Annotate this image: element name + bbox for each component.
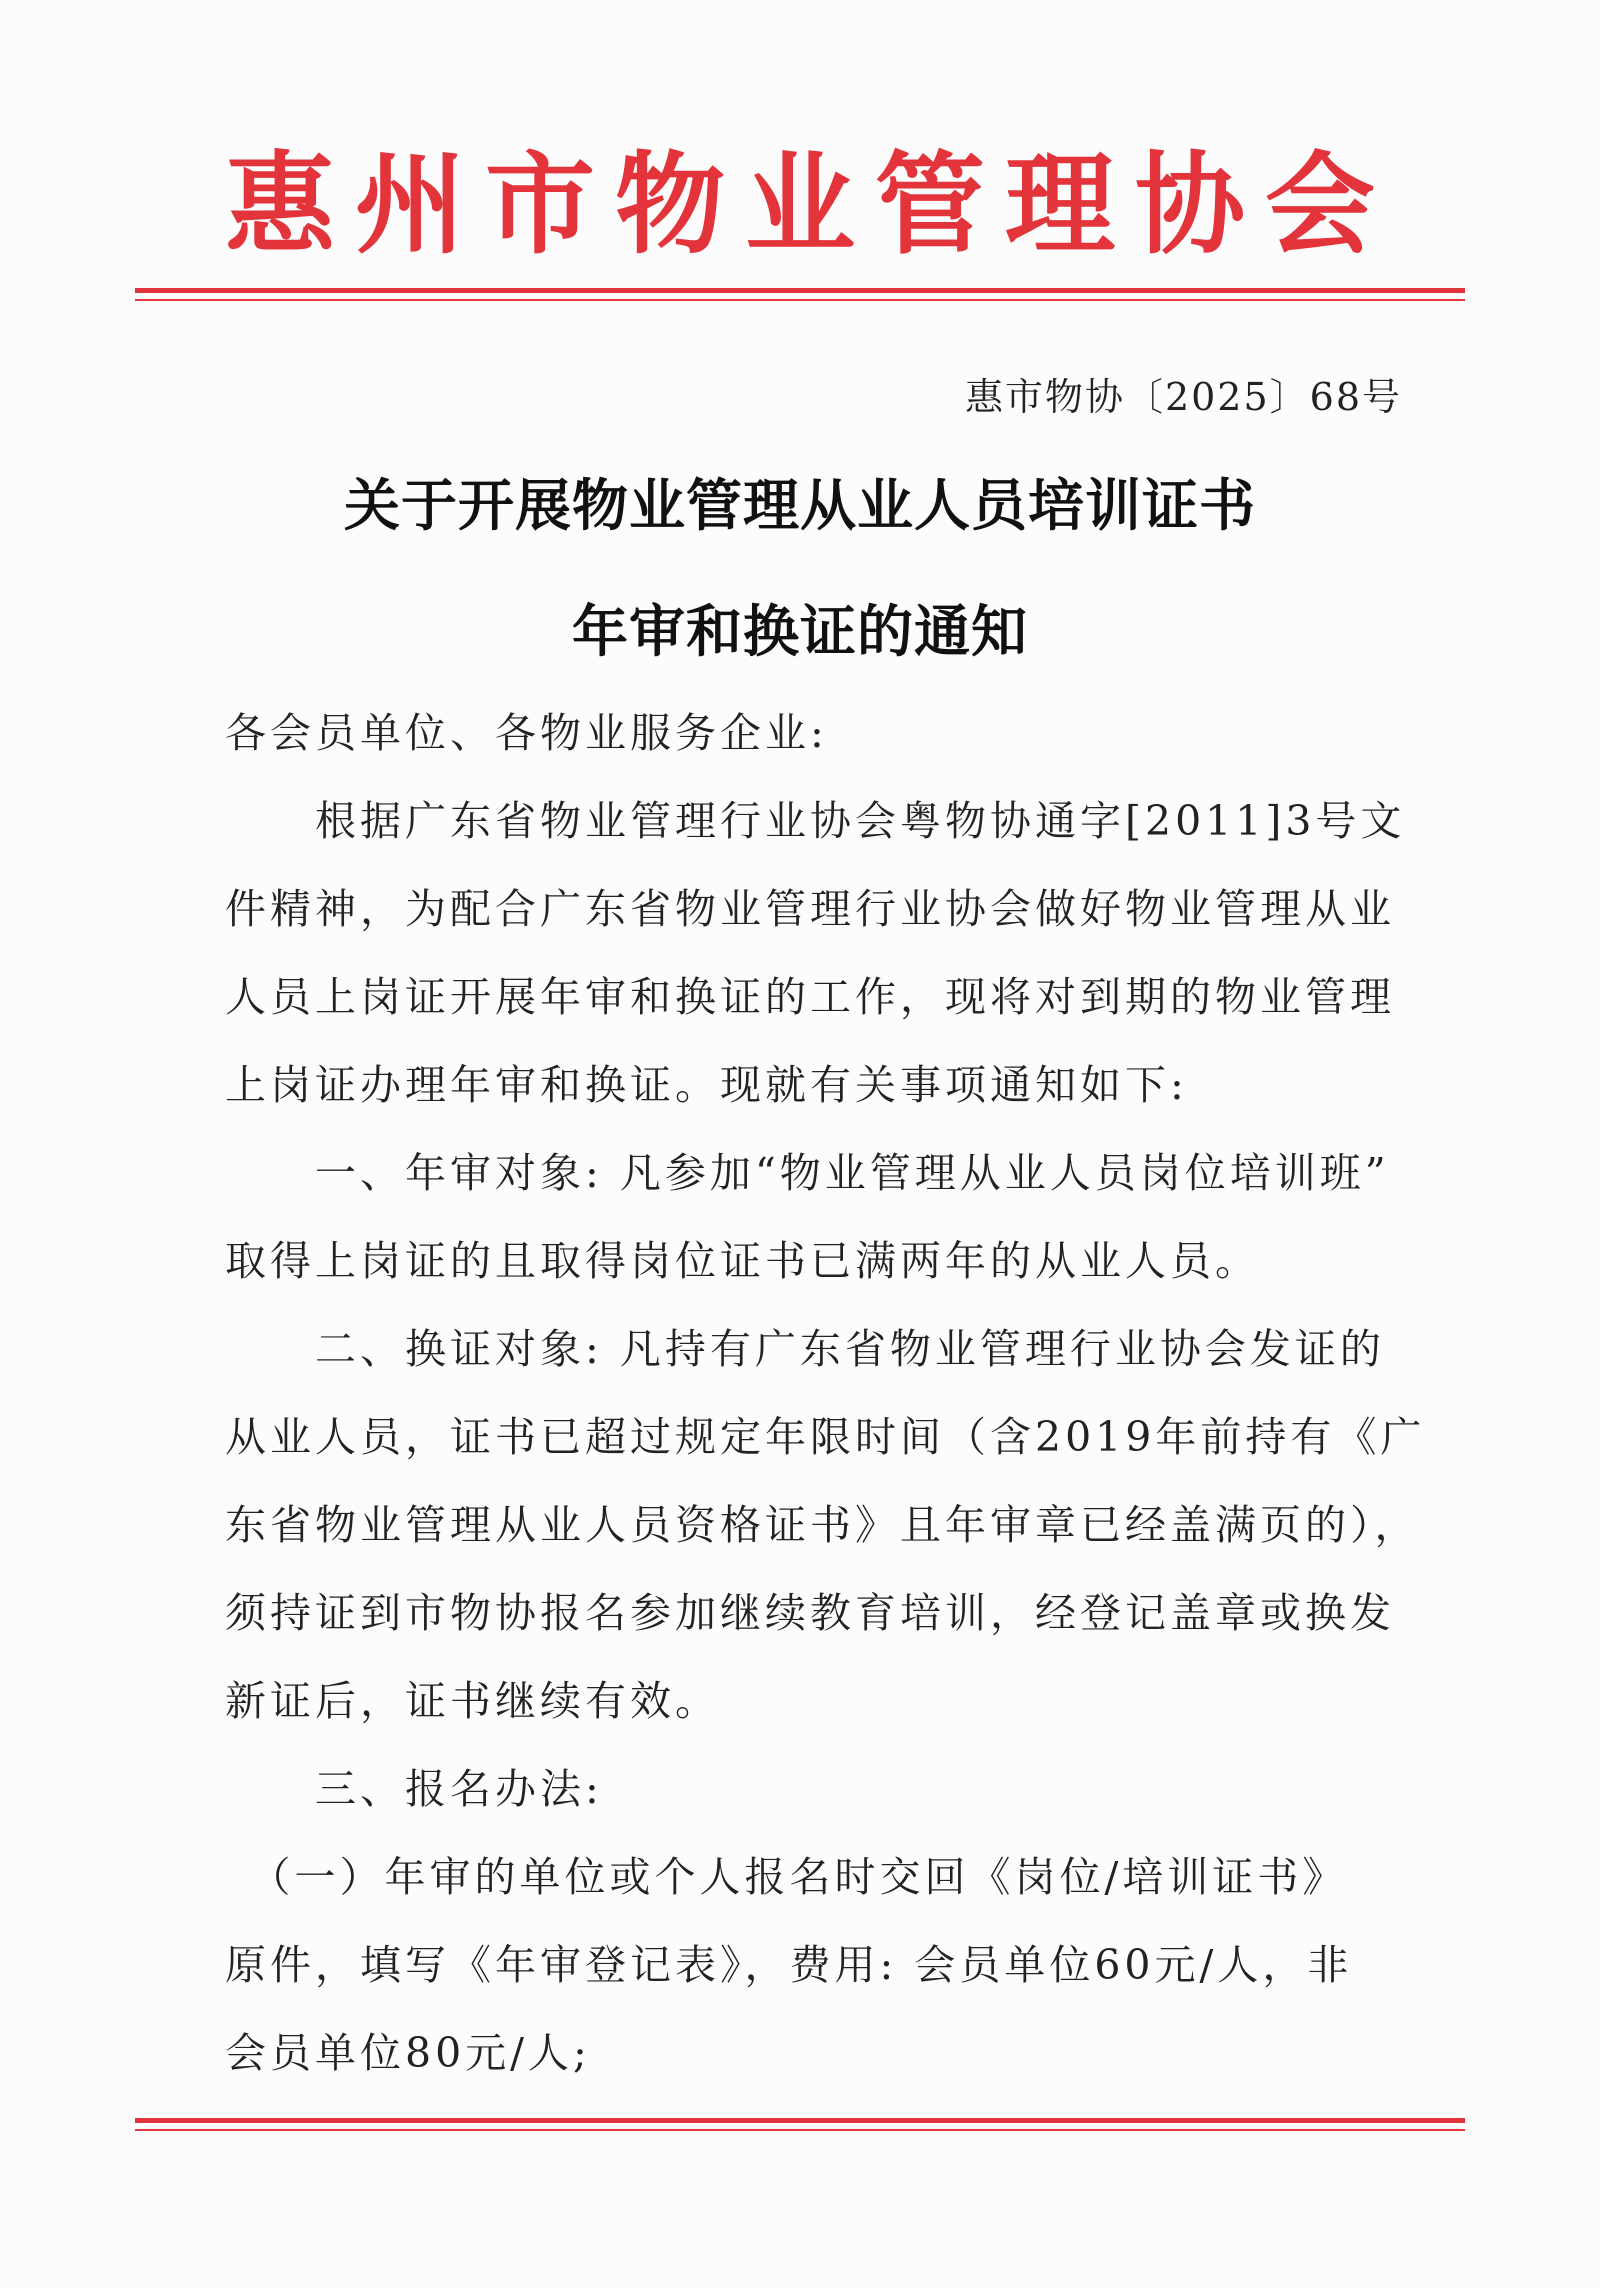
- body-line: 东省物业管理从业人员资格证书》且年审章已经盖满页的），: [225, 1501, 1420, 1549]
- org-char: 惠: [225, 140, 335, 269]
- header-divider: [135, 288, 1465, 301]
- body-line: 上岗证办理年审和换证。现就有关事项通知如下:: [225, 1061, 1188, 1109]
- body-line: 件精神，为配合广东省物业管理行业协会做好物业管理从业: [225, 885, 1395, 933]
- org-char: 物: [615, 140, 725, 269]
- body-line: 原件，填写《年审登记表》，费用: 会员单位60元/人，非: [225, 1941, 1353, 1989]
- header-divider-thin: [135, 299, 1465, 301]
- section-two-heading: 二、换证对象: 凡持有广东省物业管理行业协会发证的: [225, 1325, 1385, 1373]
- body-line: 新证后，证书继续有效。: [225, 1677, 720, 1725]
- body-line: 根据广东省物业管理行业协会粤物协通字[2011]3号文: [225, 797, 1406, 845]
- org-char: 业: [745, 140, 855, 269]
- header-divider-thick: [135, 288, 1465, 293]
- section-one-heading: 一、年审对象: 凡参加“物业管理从业人员岗位培训班”: [225, 1149, 1390, 1197]
- org-char: 管: [875, 140, 985, 269]
- body-line: 从业人员，证书已超过规定年限时间（含2019年前持有《广: [225, 1413, 1426, 1461]
- footer-divider-thin: [135, 2129, 1465, 2131]
- body-line: 人员上岗证开展年审和换证的工作，现将对到期的物业管理: [225, 973, 1395, 1021]
- org-char: 协: [1135, 140, 1245, 269]
- org-char: 市: [485, 140, 595, 269]
- section-three-heading: 三、报名办法:: [225, 1765, 603, 1813]
- body-line: 会员单位80元/人;: [225, 2029, 591, 2077]
- org-char: 会: [1265, 140, 1375, 269]
- org-char: 州: [355, 140, 465, 269]
- subsection-one: （一）年审的单位或个人报名时交回《岗位/培训证书》: [225, 1853, 1348, 1901]
- salutation: 各会员单位、各物业服务企业:: [225, 709, 828, 757]
- footer-divider-thick: [135, 2118, 1465, 2123]
- org-char: 理: [1005, 140, 1115, 269]
- body-line: 须持证到市物协报名参加继续教育培训，经登记盖章或换发: [225, 1589, 1395, 1637]
- document-number: 惠市物协〔2025〕68号: [964, 375, 1402, 419]
- footer-divider: [135, 2118, 1465, 2131]
- body-line: 取得上岗证的且取得岗位证书已满两年的从业人员。: [225, 1237, 1260, 1285]
- org-name-letterhead: [225, 140, 1375, 270]
- notice-title-line-1: 关于开展物业管理从业人员培训证书: [344, 474, 1256, 539]
- notice-title-line-2: 年审和换证的通知: [572, 600, 1028, 665]
